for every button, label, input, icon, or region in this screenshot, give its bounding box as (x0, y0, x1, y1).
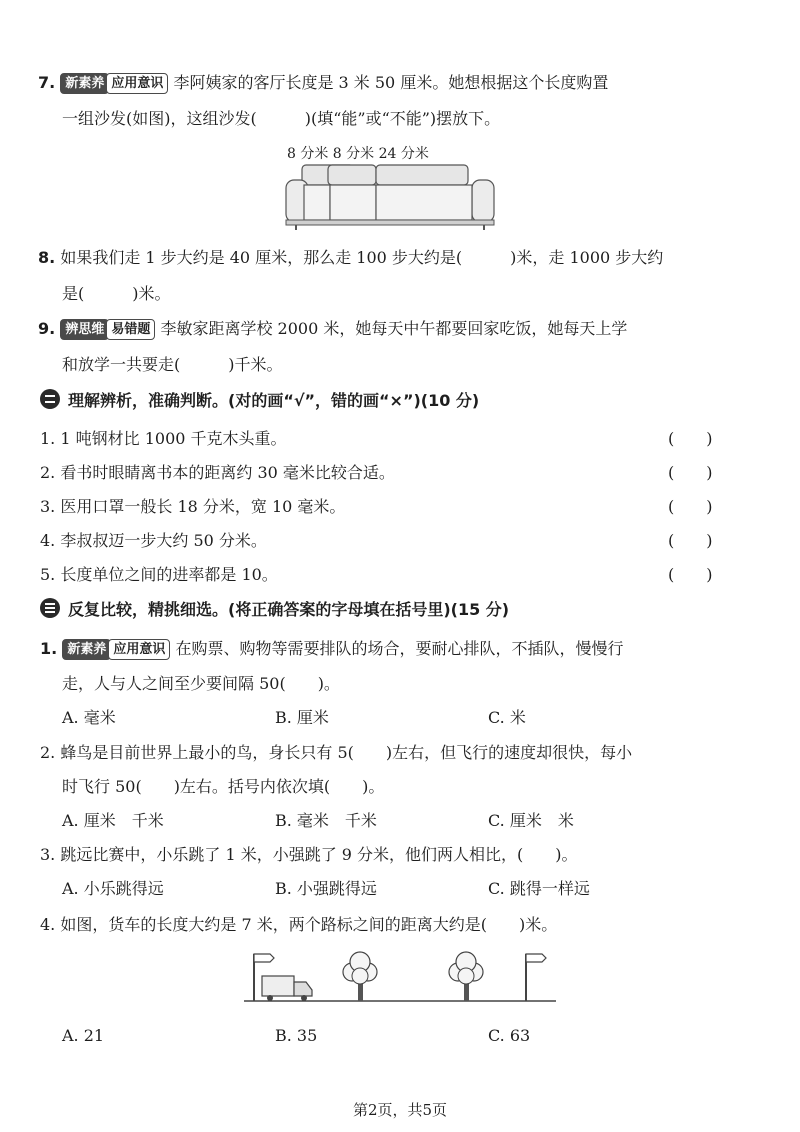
q8-line1 (38, 245, 663, 268)
q7-text-line1: 李阿姨家的客厅长度是 3 米 50 厘米。她想根据这个长度购置 (173, 73, 609, 92)
s3-q1-text-line2: 走，人与人之间至少要间隔 50( )。 (62, 674, 340, 693)
q8-text-line2: 是( )米。 (62, 284, 171, 303)
sofa-dimension-label: 8 分米 8 分米 24 分米 (287, 146, 429, 162)
s3-q3-text-line1: 3. 跳远比赛中，小乐跳了 1 米，小强跳了 9 分米，他们两人相比，( )。 (40, 845, 578, 864)
s3-q1-option-c: C. 米 (488, 708, 526, 727)
q8-text-line1: 如果我们走 1 步大约是 40 厘米，那么走 100 步大约是( )米，走 1000 步大约 (60, 248, 664, 267)
s3-q1-tag-application: 应用意识 (108, 639, 170, 660)
q9-tag-error-prone: 易错题 (106, 319, 155, 340)
q7-tag-application: 应用意识 (106, 73, 168, 94)
truck-icon (262, 976, 312, 1001)
section-three-icon (40, 598, 60, 618)
s3-q2-option-a: A. 厘米 千米 (62, 811, 164, 830)
s3-q3-option-a: A. 小乐跳得远 (62, 879, 164, 898)
s3-q1-tag-new-literacy: 新素养 (62, 639, 111, 660)
page-number-footer: 第2页，共5页 (352, 1101, 448, 1119)
s3-q3-option-c: C. 跳得一样远 (488, 879, 590, 898)
q7-line1 (38, 70, 608, 94)
section3-title: 反复比较，精挑细选。(将正确答案的字母填在括号里)(15 分) (68, 600, 510, 619)
tree-icon (343, 952, 377, 1001)
judge-answer-2[interactable]: ( ) (668, 463, 713, 482)
q9-line1 (38, 316, 627, 340)
section-two-icon (40, 389, 60, 409)
judge-answer-1[interactable]: ( ) (668, 429, 713, 448)
sofa-illustration (282, 160, 504, 232)
q9-text-line2: 和放学一共要走( )千米。 (62, 355, 283, 374)
s3-q2-text-line1: 2. 蜂鸟是目前世界上最小的鸟，身长只有 5( )左右，但飞行的速度却很快，每小 (40, 743, 633, 762)
judge-answer-4[interactable]: ( ) (668, 531, 713, 550)
s3-q4-option-c: C. 63 (488, 1026, 531, 1045)
s3-q4-text-line1: 4. 如图，货车的长度大约是 7 米，两个路标之间的距离大约是( )米。 (40, 915, 558, 934)
tree-icon (449, 952, 483, 1001)
right-signpost-icon (526, 954, 546, 1001)
judge-item-3: 3. 医用口罩一般长 18 分米，宽 10 毫米。 (40, 497, 346, 516)
judge-item-2: 2. 看书时眼睛离书本的距离约 30 毫米比较合适。 (40, 463, 395, 482)
s3-q1-number: 1. (40, 639, 58, 658)
section3-heading (40, 597, 509, 620)
s3-q1-line1 (40, 636, 623, 660)
section2-heading (40, 388, 479, 411)
truck-road-illustration (240, 948, 560, 1008)
section2-title: 理解辨析，准确判断。(对的画“√”，错的画“×”)(10 分) (68, 391, 480, 410)
judge-answer-5[interactable]: ( ) (668, 565, 713, 584)
s3-q4-option-a: A. 21 (62, 1026, 105, 1045)
s3-q2-text-line2: 时飞行 50( )左右。括号内依次填( )。 (62, 777, 385, 796)
s3-q3-option-b: B. 小强跳得远 (275, 879, 377, 898)
s3-q1-option-a: A. 毫米 (62, 708, 116, 727)
judge-item-5: 5. 长度单位之间的进率都是 10。 (40, 565, 278, 584)
s3-q1-text-line1: 在购票、购物等需要排队的场合，要耐心排队，不插队，慢慢行 (175, 639, 624, 658)
q7-tag-new-literacy: 新素养 (60, 73, 109, 94)
q8-number: 8. (38, 248, 56, 267)
s3-q4-option-b: B. 35 (275, 1026, 318, 1045)
s3-q2-option-b: B. 毫米 千米 (275, 811, 377, 830)
judge-answer-3[interactable]: ( ) (668, 497, 713, 516)
q9-number: 9. (38, 319, 56, 338)
s3-q1-option-b: B. 厘米 (275, 708, 329, 727)
judge-item-1: 1. 1 吨钢材比 1000 千克木头重。 (40, 429, 287, 448)
q9-tag-thinking: 辨思维 (60, 319, 109, 340)
q7-text-line2: 一组沙发(如图)，这组沙发( )(填“能”或“不能”)摆放下。 (62, 109, 501, 128)
s3-q2-option-c: C. 厘米 米 (488, 811, 574, 830)
q7-number: 7. (38, 73, 56, 92)
q9-text-line1: 李敏家距离学校 2000 米，她每天中午都要回家吃饭，她每天上学 (160, 319, 628, 338)
judge-item-4: 4. 李叔叔迈一步大约 50 分米。 (40, 531, 267, 550)
